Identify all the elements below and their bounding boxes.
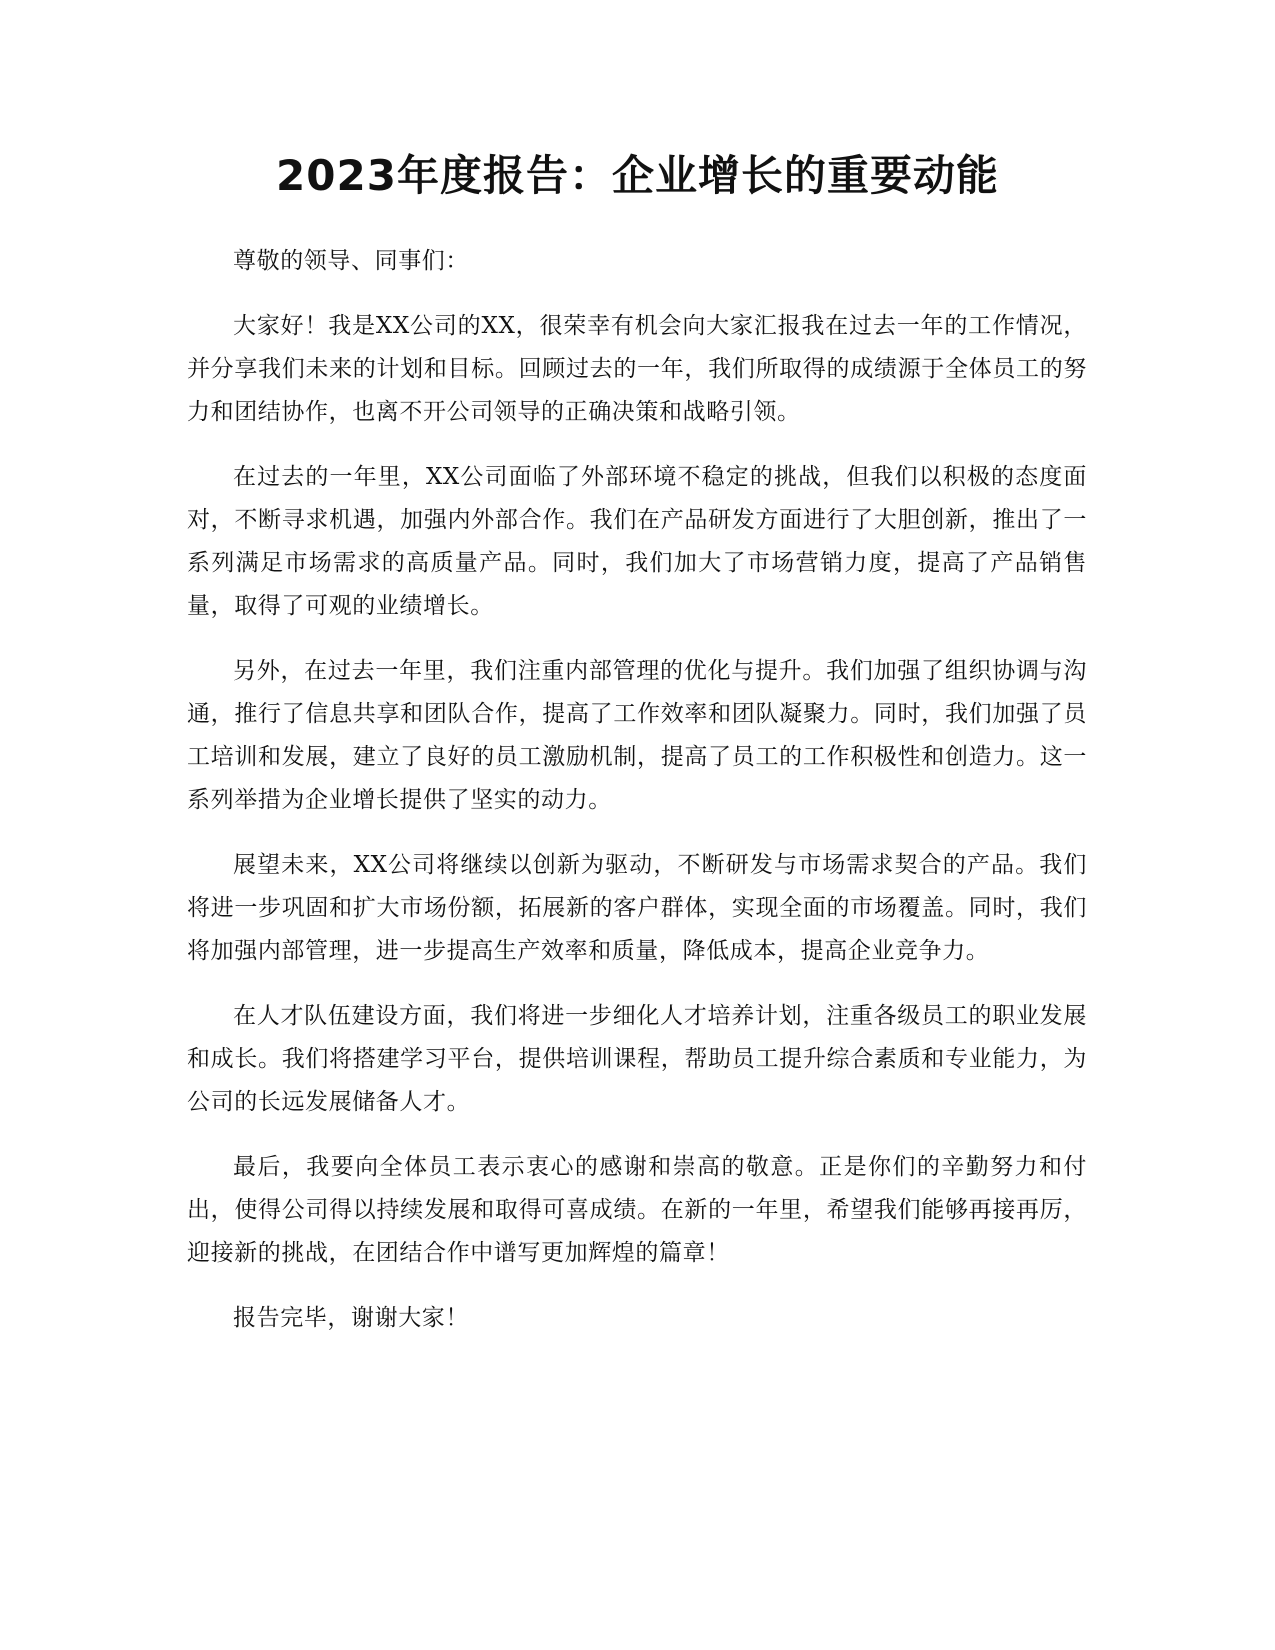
body-paragraph: 在过去的一年里，XX公司面临了外部环境不稳定的挑战，但我们以积极的态度面对，不断寻求机遇，加强内外部合作。我们在产品研发方面进行了大胆创新，推出了一系列满足市场需求的高质量产品。同时，我们加大了市场营销力度，提高了产品销售量，取得了可观的业绩增长。 xyxy=(187,464,1087,619)
document-title: 2023年度报告：企业增长的重要动能 xyxy=(276,151,999,200)
document-body xyxy=(187,240,1087,1362)
body-paragraph: 在人才队伍建设方面，我们将进一步细化人才培养计划，注重各级员工的职业发展和成长。我们将搭建学习平台，提供培训课程，帮助员工提升综合素质和专业能力，为公司的长远发展储备人才。 xyxy=(187,1003,1087,1115)
salutation-paragraph: 尊敬的领导、同事们： xyxy=(233,248,469,274)
closing-paragraph: 报告完毕，谢谢大家！ xyxy=(233,1305,469,1331)
body-paragraph: 最后，我要向全体员工表示衷心的感谢和崇高的敬意。正是你们的辛勤努力和付出，使得公司得以持续发展和取得可喜成绩。在新的一年里，希望我们能够再接再厉，迎接新的挑战，在团结合作中谱写更加辉煌的篇章！ xyxy=(187,1154,1087,1266)
body-paragraph: 另外，在过去一年里，我们注重内部管理的优化与提升。我们加强了组织协调与沟通，推行了信息共享和团队合作，提高了工作效率和团队凝聚力。同时，我们加强了员工培训和发展，建立了良好的员工激励机制，提高了员工的工作积极性和创造力。这一系列举措为企业增长提供了坚实的动力。 xyxy=(187,658,1087,813)
body-paragraph: 大家好！我是XX公司的XX，很荣幸有机会向大家汇报我在过去一年的工作情况，并分享我们未来的计划和目标。回顾过去的一年，我们所取得的成绩源于全体员工的努力和团结协作，也离不开公司领导的正确决策和战略引领。 xyxy=(187,313,1087,425)
body-paragraph: 展望未来，XX公司将继续以创新为驱动，不断研发与市场需求契合的产品。我们将进一步巩固和扩大市场份额，拓展新的客户群体，实现全面的市场覆盖。同时，我们将加强内部管理，进一步提高生产效率和质量，降低成本，提高企业竞争力。 xyxy=(187,852,1087,964)
